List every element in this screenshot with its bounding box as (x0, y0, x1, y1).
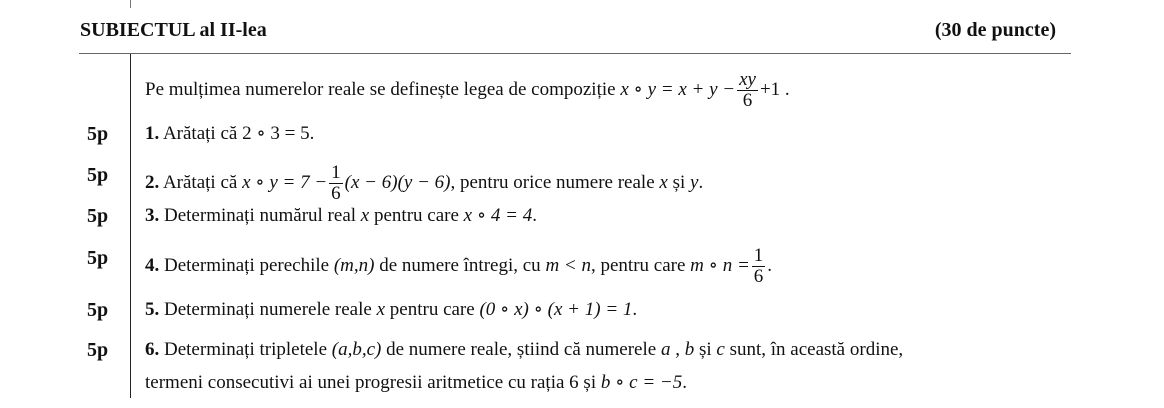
problem-row-5 (0, 292, 1164, 328)
problem-3-text: Determinați numărul real (164, 205, 357, 226)
problem-3-var: x (360, 205, 370, 226)
problem-2-var-y: y (690, 171, 699, 193)
problem-4-number: 4. (145, 254, 160, 276)
problem-5-number: 5. (145, 299, 160, 320)
problem-6-content-line2 (145, 371, 687, 395)
problem-2-var-x: x (659, 171, 668, 193)
intro-formula-tail: +1 . (759, 78, 790, 100)
problem-3-number: 3. (145, 205, 160, 226)
problem-2-number: 2. (145, 171, 160, 193)
problem-4-content (145, 246, 772, 287)
score-5: 5p (87, 299, 109, 321)
problem-6-and2: și (583, 372, 597, 393)
problem-6-and: și (698, 339, 712, 360)
problem-6-number: 6. (145, 339, 160, 360)
problem-5-text: Determinați numerele reale (164, 299, 372, 320)
intro-frac-den: 6 (742, 90, 753, 111)
problem-1-tail: . (309, 123, 315, 144)
problem-6-var-c: c (716, 339, 725, 360)
score-4: 5p (87, 247, 109, 269)
problem-4-mid: de numere întregi, cu (379, 254, 541, 276)
problem-2-frac-num: 1 (331, 162, 341, 183)
problem-1-math: 2 ∘ 3 = 5 (242, 123, 310, 144)
problem-4-frac-num: 1 (753, 245, 764, 266)
problem-4-fraction (752, 246, 766, 287)
problem-2-and: și (672, 171, 686, 193)
section-title: SUBIECTUL al II-lea (80, 19, 267, 41)
problem-4-cond: m < n (545, 254, 591, 276)
problem-1-text: Arătați că (162, 123, 238, 144)
score-3: 5p (87, 205, 109, 227)
problem-3-math: x ∘ 4 = 4 (463, 205, 533, 226)
problem-row-1 (0, 116, 1164, 152)
problem-5-end: . (632, 299, 638, 320)
score-2: 5p (87, 164, 109, 186)
problem-6-triple: (a,b,c) (331, 339, 382, 360)
problem-4-end: . (767, 254, 773, 276)
problem-2-frac-den: 6 (331, 183, 341, 204)
problem-2-tail: , pentru orice numere reale (450, 171, 655, 193)
intro-row (0, 64, 1164, 111)
problem-1-content (145, 122, 314, 146)
problem-row-6-continued (0, 365, 1164, 401)
problem-2-end: . (698, 171, 704, 193)
problem-5-content (145, 298, 637, 322)
problem-4-frac-den: 6 (753, 266, 764, 287)
problem-3-content (145, 204, 537, 228)
problem-2-math-rhs: (x − 6)(y − 6) (344, 171, 451, 193)
header-divider (79, 53, 1071, 54)
problem-6-content (145, 338, 903, 362)
problem-2-text: Arătați că (162, 171, 238, 193)
problem-5-math: (0 ∘ x) ∘ (x + 1) = 1 (479, 299, 633, 320)
intro-content (145, 70, 790, 111)
score-6: 5p (87, 339, 109, 361)
problem-2-math-lhs: x ∘ y = 7 − (242, 171, 328, 193)
top-tick-divider (130, 0, 131, 8)
problem-6-text: Determinați tripletele (164, 339, 328, 360)
problem-6-comma: , (675, 339, 680, 360)
problem-4-mid2: , pentru care (590, 254, 686, 276)
problem-6-var-a: a (660, 339, 671, 360)
problem-4-math-lhs: m ∘ n = (690, 254, 750, 276)
problem-4-pair: (m,n) (333, 254, 375, 276)
problem-row-3 (0, 198, 1164, 234)
problem-3-end: . (532, 205, 537, 226)
intro-formula-lhs: x ∘ y = x + y − (620, 78, 736, 100)
problem-row-4 (0, 240, 1164, 287)
problem-6-var-b: b (684, 339, 695, 360)
problem-1-number: 1. (145, 123, 160, 144)
problem-row-6 (0, 332, 1164, 368)
problem-4-text: Determinați perechile (164, 254, 330, 276)
problem-row-2 (0, 157, 1164, 204)
problem-6-end: . (682, 372, 687, 393)
intro-frac-num: xy (739, 69, 756, 90)
problem-6-mid: de numere reale, știind că numerele (386, 339, 657, 360)
score-1: 5p (87, 123, 109, 145)
problem-6-line2: termeni consecutivi ai unei progresii aritmetice cu rația (145, 372, 565, 393)
section-points: (30 de puncte) (934, 19, 1056, 41)
problem-3-mid: pentru care (373, 205, 459, 226)
problem-5-mid: pentru care (389, 299, 475, 320)
intro-text: Pe mulțimea numerelor reale se definește legea de compoziție (145, 78, 616, 100)
problem-6-ratio: 6 (569, 372, 579, 393)
problem-6-math: b ∘ c = −5 (600, 372, 683, 393)
problem-6-mid2: sunt, în această ordine, (729, 339, 904, 360)
problem-5-var: x (376, 299, 386, 320)
intro-fraction (737, 70, 758, 111)
